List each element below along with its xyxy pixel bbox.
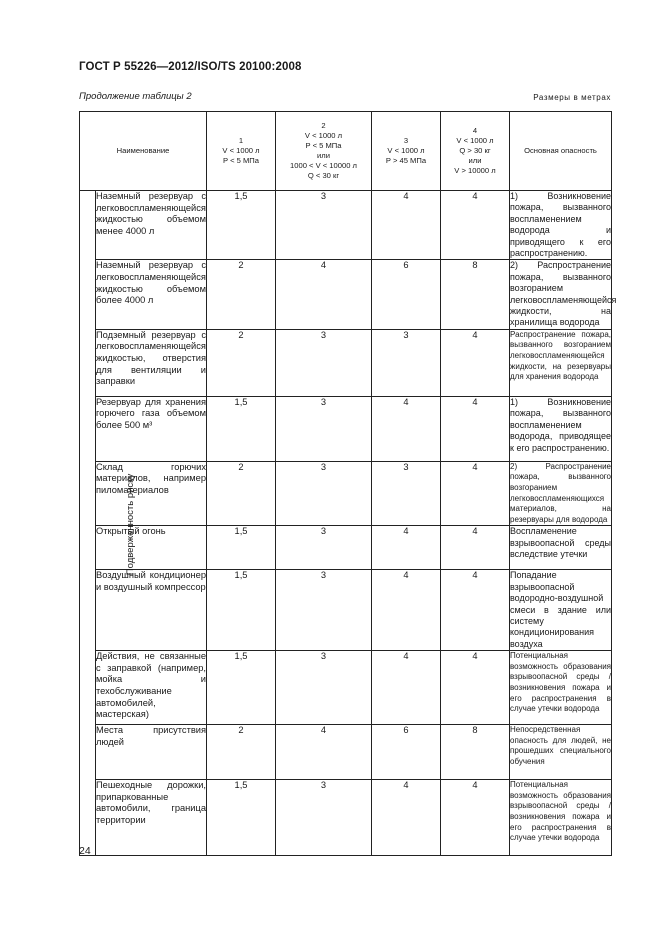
row-value-4: 4 bbox=[441, 651, 510, 725]
row-name: Наземный резервуар с легковоспламеняющейся жидкостью объемом менее 4000 л bbox=[96, 191, 207, 260]
row-value-1: 2 bbox=[207, 260, 276, 329]
row-value-4: 4 bbox=[441, 570, 510, 651]
row-value-2: 3 bbox=[276, 780, 372, 856]
row-value-3: 4 bbox=[372, 651, 441, 725]
row-value-4: 4 bbox=[441, 396, 510, 461]
table-row bbox=[80, 651, 612, 725]
row-value-1: 1,5 bbox=[207, 191, 276, 260]
row-value-4: 4 bbox=[441, 329, 510, 396]
row-value-4: 4 bbox=[441, 461, 510, 526]
row-value-1: 1,5 bbox=[207, 526, 276, 570]
row-name: Открытый огонь bbox=[96, 526, 207, 570]
header-name: Наименование bbox=[80, 112, 207, 191]
row-value-4: 8 bbox=[441, 260, 510, 329]
row-value-2: 3 bbox=[276, 570, 372, 651]
row-hazard: Попадание взрывоопасной водородно-воздушной смеси в здание или систему кондиционирования воздуха bbox=[510, 570, 611, 649]
header-col-2: 2 V < 1000 л P < 5 МПа или 1000 < V < 10000 л Q < 30 кг bbox=[276, 112, 372, 191]
page-number: 24 bbox=[79, 845, 91, 857]
row-value-3: 6 bbox=[372, 725, 441, 780]
row-name bbox=[96, 396, 207, 461]
row-value-4: 4 bbox=[441, 780, 510, 856]
row-value-3: 3 bbox=[372, 329, 441, 396]
row-value-3: 4 bbox=[372, 570, 441, 651]
table-row bbox=[80, 191, 612, 260]
row-hazard: Потенциальная возможность образования взрывоопасной среды / возникновения пожара и его распространения в случае утечки водорода bbox=[510, 780, 612, 856]
row-hazard: Распространение пожара, вызванного возгоранием легковоспламеняющейся жидкости, на резервуары для хранения водорода bbox=[510, 329, 612, 396]
row-name: Места присутствия людей bbox=[96, 725, 207, 780]
header-col-3: 3 V < 1000 л P > 45 МПа bbox=[372, 112, 441, 191]
row-value-2: 3 bbox=[276, 329, 372, 396]
row-value-3: 4 bbox=[372, 780, 441, 856]
row-name: Воздушный кондиционер и воздушный компрессор bbox=[96, 570, 207, 651]
row-value-2: 3 bbox=[276, 526, 372, 570]
row-value-2: 3 bbox=[276, 461, 372, 526]
row-name: Наземный резервуар с легковоспламеняющейся жидкостью объемом более 4000 л bbox=[96, 260, 207, 329]
row-name: Подземный резервуар с легковоспламеняющейся жидкостью, отверстия для вентиляции и заправки bbox=[96, 329, 207, 396]
table-header-row bbox=[80, 112, 612, 191]
row-value-1: 1,5 bbox=[207, 780, 276, 856]
table-row bbox=[80, 461, 612, 526]
table-row bbox=[80, 260, 612, 329]
header-col-4: 4 V < 1000 л Q > 30 кг или V > 10000 л bbox=[441, 112, 510, 191]
row-name: Пешеходные дорожки, припаркованные автомобили, граница территории bbox=[96, 780, 207, 856]
header-hazard: Основная опасность bbox=[510, 112, 612, 191]
table-row bbox=[80, 396, 612, 461]
row-value-1: 2 bbox=[207, 329, 276, 396]
row-hazard: 2) Распространение пожара, вызванного возгоранием легковоспламеняющейся жидкости, на хранилища водорода bbox=[510, 260, 617, 328]
table-continuation-caption: Продолжение таблицы 2 bbox=[79, 91, 192, 102]
row-value-3: 3 bbox=[372, 461, 441, 526]
row-value-2: 4 bbox=[276, 260, 372, 329]
row-value-1: 1,5 bbox=[207, 570, 276, 651]
row-name-text: Резервуар для хранения горючего газа объемом более 500 м³ bbox=[96, 396, 206, 431]
row-value-1: 1,5 bbox=[207, 651, 276, 725]
distance-table bbox=[79, 111, 617, 856]
row-value-4: 4 bbox=[441, 526, 510, 570]
row-hazard: 1) Возникновение пожара, вызванного воспламенением водорода и приводящего к его распространению. bbox=[510, 191, 611, 259]
row-value-3: 6 bbox=[372, 260, 441, 329]
table-row bbox=[80, 526, 612, 570]
row-value-4: 4 bbox=[441, 191, 510, 260]
row-value-1: 2 bbox=[207, 461, 276, 526]
row-value-4: 8 bbox=[441, 725, 510, 780]
row-value-1: 2 bbox=[207, 725, 276, 780]
row-value-3: 4 bbox=[372, 526, 441, 570]
header-col-1: 1 V < 1000 л P < 5 МПа bbox=[207, 112, 276, 191]
row-hazard: Непосредственная опасность для людей, не прошедших специального обучения bbox=[510, 725, 612, 780]
row-value-1: 1,5 bbox=[207, 396, 276, 461]
table-row bbox=[80, 725, 612, 780]
row-value-2: 3 bbox=[276, 651, 372, 725]
row-hazard: Потенциальная возможность образования взрывоопасной среды / возникновения пожара и его распространения в случае утечки водорода bbox=[510, 651, 612, 725]
row-value-2: 3 bbox=[276, 396, 372, 461]
row-value-2: 3 bbox=[276, 191, 372, 260]
units-note: Размеры в метрах bbox=[533, 93, 611, 102]
group-label: Подверженность риску bbox=[125, 473, 137, 576]
row-hazard: 1) Возникновение пожара, вызванного воспламенением водорода, приводящее к его распространению. bbox=[510, 396, 612, 461]
row-value-2: 4 bbox=[276, 725, 372, 780]
row-hazard: Воспламенение взрывоопасной среды вследствие утечки bbox=[510, 526, 612, 570]
table-row bbox=[80, 780, 612, 856]
table-row bbox=[80, 570, 612, 651]
row-value-3: 4 bbox=[372, 396, 441, 461]
row-hazard: 2) Распространение пожара, вызванного возгоранием легковоспламеняющихся материалов, на резервуары для водорода bbox=[510, 461, 612, 526]
row-name: Склад горючих материалов, например пиломатериалов bbox=[96, 461, 207, 526]
table-row bbox=[80, 329, 612, 396]
document-title: ГОСТ Р 55226—2012/ISO/TS 20100:2008 bbox=[79, 61, 302, 73]
row-name: Действия, не связанные с заправкой (например, мойка и техобслуживание автомобилей, мастерская) bbox=[96, 651, 207, 725]
row-value-3: 4 bbox=[372, 191, 441, 260]
